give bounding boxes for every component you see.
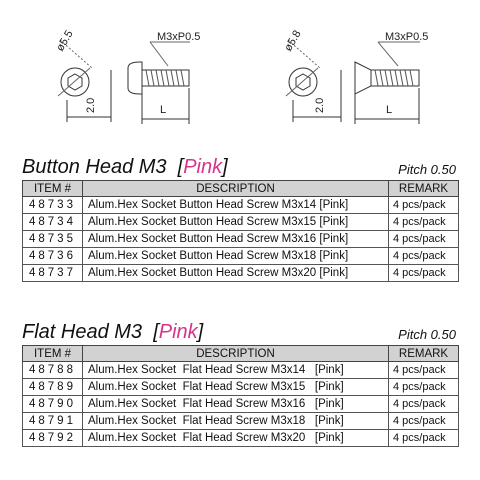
item-remark: 4 pcs/pack (389, 379, 459, 396)
item-description: Alum.Hex Socket Flat Head Screw M3x15 [Pink] (83, 379, 389, 396)
flat-head-pitch: Pitch 0.50 (398, 327, 456, 342)
item-number: 48791 (23, 413, 83, 430)
col-header-remark: REMARK (389, 346, 459, 362)
item-remark: 4 pcs/pack (389, 413, 459, 430)
table-row (23, 396, 459, 413)
table-row (23, 231, 459, 248)
button-thread-label: M3xP0.5 (157, 31, 201, 43)
item-number: 48734 (23, 214, 83, 231)
flat-head-section-header (22, 317, 458, 343)
item-remark: 4 pcs/pack (389, 362, 459, 379)
table-header-row (23, 181, 459, 197)
button-head-table (22, 180, 459, 282)
table-row (23, 197, 459, 214)
item-number: 48737 (23, 265, 83, 282)
item-number: 48789 (23, 379, 83, 396)
table-row (23, 413, 459, 430)
button-head-length-label: 2.0 (85, 97, 97, 113)
button-head-side-view (128, 62, 142, 94)
button-head-diameter-label: ø5.5 (54, 28, 76, 54)
item-description: Alum.Hex Socket Flat Head Screw M3x16 [Pink] (83, 396, 389, 413)
item-description: Alum.Hex Socket Button Head Screw M3x15 [Pink] (83, 214, 389, 231)
flat-head-title-text: Flat Head M3 (22, 321, 143, 343)
item-remark: 4 pcs/pack (389, 265, 459, 282)
item-number: 48788 (23, 362, 83, 379)
button-head-title (22, 156, 228, 178)
flat-head-color: Pink (158, 321, 198, 343)
table-header-row (23, 346, 459, 362)
col-header-description: DESCRIPTION (83, 181, 389, 197)
item-description: Alum.Hex Socket Flat Head Screw M3x14 [Pink] (83, 362, 389, 379)
item-description: Alum.Hex Socket Button Head Screw M3x18 [Pink] (83, 248, 389, 265)
col-header-item: ITEM # (23, 181, 83, 197)
item-description: Alum.Hex Socket Button Head Screw M3x16 [Pink] (83, 231, 389, 248)
item-number: 48735 (23, 231, 83, 248)
button-head-color: Pink (183, 156, 223, 178)
table-row (23, 214, 459, 231)
item-description: Alum.Hex Socket Flat Head Screw M3x18 [Pink] (83, 413, 389, 430)
flat-head-side-view (355, 62, 371, 94)
flat-length-label: L (386, 104, 393, 116)
item-number: 48790 (23, 396, 83, 413)
item-remark: 4 pcs/pack (389, 231, 459, 248)
flat-thread-label: M3xP0.5 (385, 31, 429, 43)
button-head-pitch: Pitch 0.50 (398, 162, 456, 177)
item-remark: 4 pcs/pack (389, 396, 459, 413)
flat-head-bracket-open: [ (153, 321, 159, 343)
table-row (23, 248, 459, 265)
flat-head-table (22, 345, 459, 447)
item-number: 48736 (23, 248, 83, 265)
table-row (23, 379, 459, 396)
item-remark: 4 pcs/pack (389, 248, 459, 265)
flat-head-title (22, 321, 203, 343)
item-description: Alum.Hex Socket Button Head Screw M3x14 [Pink] (83, 197, 389, 214)
item-remark: 4 pcs/pack (389, 430, 459, 447)
table-row (23, 430, 459, 447)
col-header-item: ITEM # (23, 346, 83, 362)
button-length-label: L (160, 104, 167, 116)
item-remark: 4 pcs/pack (389, 197, 459, 214)
button-head-bracket-open: [ (177, 156, 184, 178)
table-row (23, 362, 459, 379)
flat-head-length-label: 2.0 (314, 97, 326, 113)
flat-head-diameter-label: ø5.8 (282, 28, 304, 54)
screw-drawing-svg (0, 0, 480, 150)
table-row (23, 265, 459, 282)
button-head-section-header (22, 152, 458, 178)
item-description: Alum.Hex Socket Button Head Screw M3x20 [Pink] (83, 265, 389, 282)
button-head-bracket-close: ] (222, 156, 228, 178)
item-number: 48733 (23, 197, 83, 214)
screw-technical-drawing (0, 0, 480, 150)
flat-head-bracket-close: ] (197, 321, 204, 343)
item-description: Alum.Hex Socket Flat Head Screw M3x20 [Pink] (83, 430, 389, 447)
item-remark: 4 pcs/pack (389, 214, 459, 231)
button-head-title-text: Button Head M3 (22, 156, 167, 178)
col-header-remark: REMARK (389, 181, 459, 197)
col-header-description: DESCRIPTION (83, 346, 389, 362)
item-number: 48792 (23, 430, 83, 447)
